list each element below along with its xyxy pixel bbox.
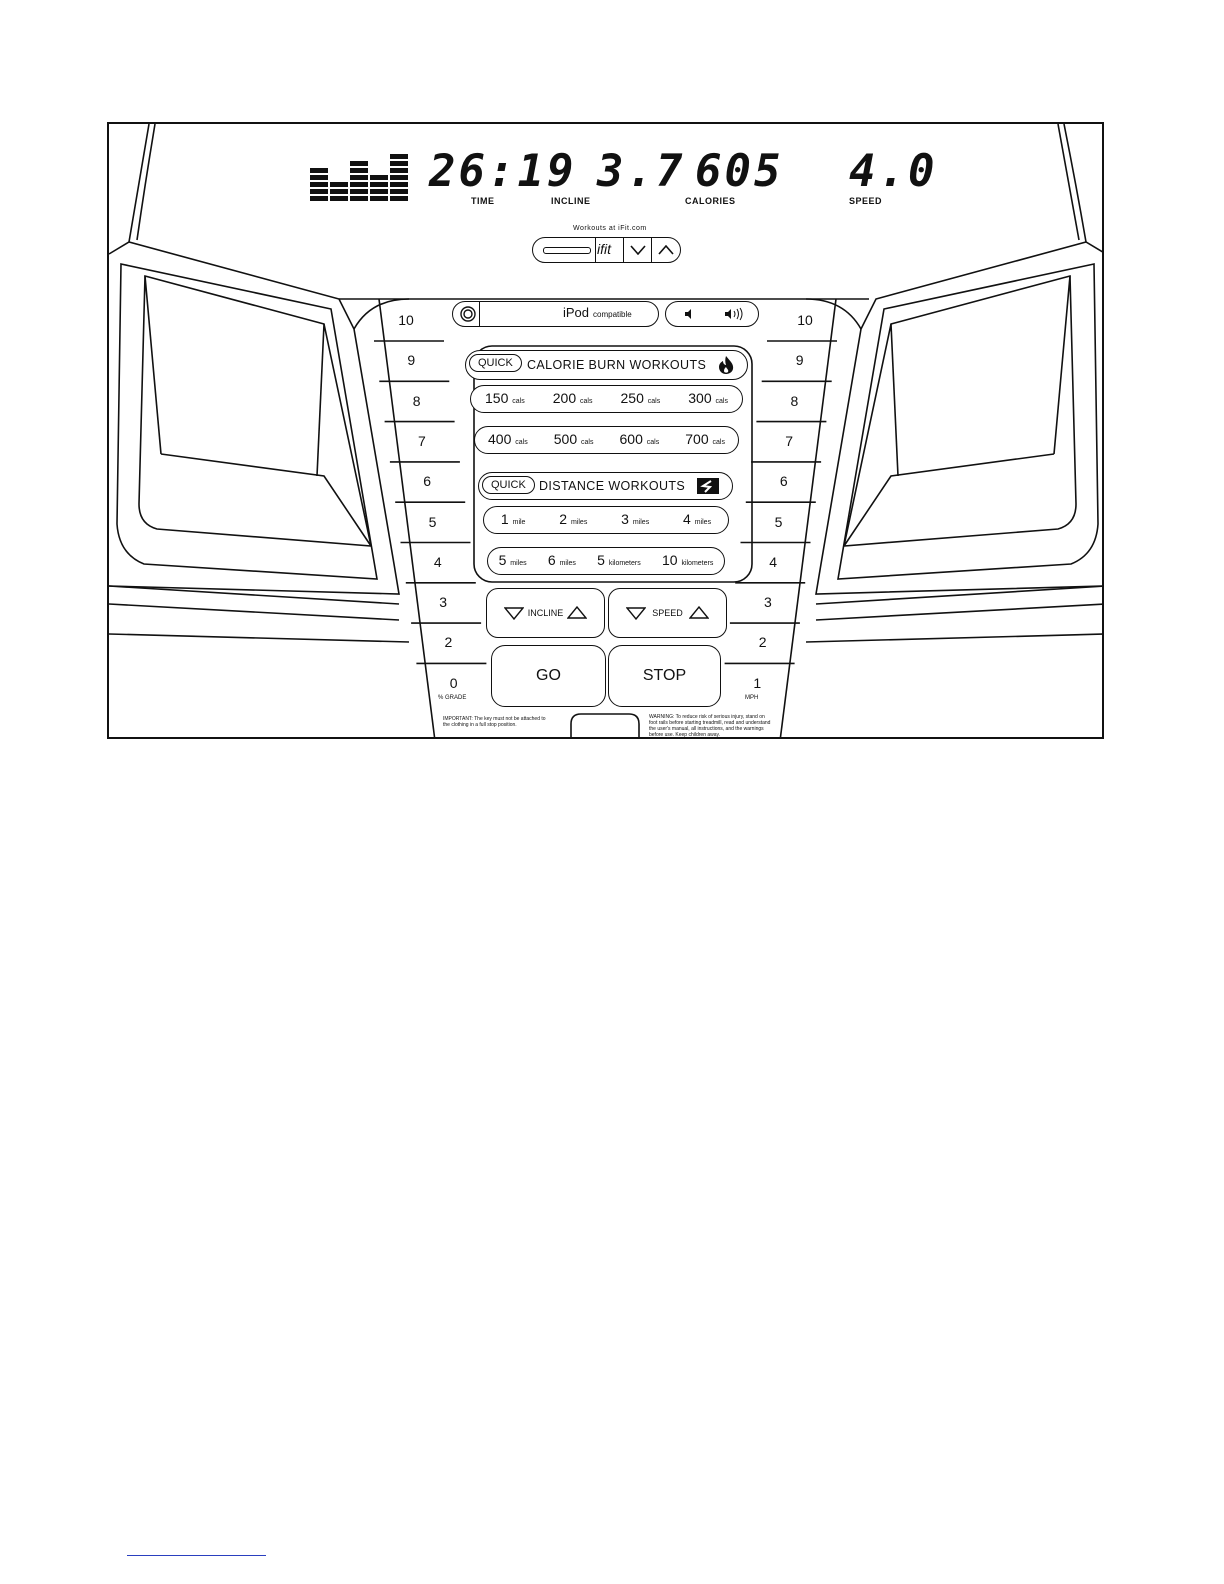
incline-unit: % GRADE	[438, 695, 467, 701]
ipod-sublabel: compatible	[593, 310, 632, 319]
profile-segment	[310, 175, 328, 180]
speed-button-label: SPEED	[652, 608, 683, 618]
profile-segment	[350, 182, 368, 187]
profile-segment	[370, 182, 388, 187]
chevron-down-icon	[630, 245, 646, 255]
calorie-250-cals-button[interactable]	[621, 390, 661, 408]
profile-segment	[310, 189, 328, 194]
profile-segment	[350, 189, 368, 194]
incline-key-0[interactable]: 0	[449, 674, 458, 691]
profile-segment	[390, 182, 408, 187]
go-button[interactable]	[491, 645, 606, 707]
incline-up-icon[interactable]	[567, 606, 587, 620]
speed-key-10[interactable]: 10	[797, 312, 813, 328]
incline-key-5[interactable]: 5	[428, 513, 437, 530]
workout-value: 10	[661, 552, 682, 568]
workout-unit: miles	[510, 560, 527, 567]
profile-segment	[310, 182, 328, 187]
ipod-dock	[452, 301, 659, 327]
incline-key-7[interactable]: 7	[417, 432, 426, 449]
volume-low-icon[interactable]	[684, 308, 696, 320]
distance-10-kilometers-button[interactable]	[662, 552, 713, 570]
warning-text: WARNING: To reduce risk of serious injury, stand on foot rails before starting treadmill, read and understand the user's manual, all instructions, and the warnings before use. Keep children away.	[649, 714, 771, 738]
footer-link-underline	[127, 1555, 266, 1556]
workout-unit: kilometers	[681, 560, 714, 567]
volume-control	[665, 301, 759, 327]
workout-value: 300	[688, 390, 716, 406]
incline-key-3[interactable]: 3	[439, 594, 447, 611]
calorie-600-cals-button[interactable]	[620, 431, 660, 449]
workout-value: 5	[597, 552, 609, 568]
speed-button[interactable]	[608, 588, 727, 638]
ifit-down-button[interactable]	[624, 238, 651, 262]
workout-unit: kilometers	[608, 560, 641, 567]
profile-segment	[390, 196, 408, 201]
profile-display	[310, 154, 408, 201]
key-notice: IMPORTANT: The key must not be attached to the clothing in a full stop position.	[443, 716, 546, 728]
speed-key-3[interactable]: 3	[763, 594, 772, 611]
profile-segment	[330, 189, 348, 194]
distance-5-kilometers-button[interactable]	[597, 552, 641, 570]
incline-label: INCLINE	[551, 196, 591, 206]
distance-workouts-title: DISTANCE WORKOUTS	[539, 479, 686, 493]
profile-segment	[350, 168, 368, 173]
workout-value: 6	[547, 552, 560, 568]
calorie-row-1	[470, 385, 743, 413]
speed-key-8[interactable]: 8	[790, 392, 799, 409]
calorie-row-2	[474, 426, 739, 454]
ifit-up-button[interactable]	[652, 238, 680, 262]
workout-unit: miles	[559, 560, 576, 567]
workout-value: 200	[552, 390, 581, 406]
workout-unit: mile	[512, 519, 526, 526]
distance-3-miles-button[interactable]	[621, 511, 649, 529]
distance-icon	[697, 478, 719, 494]
workout-value: 4	[683, 511, 695, 527]
workout-unit: cals	[715, 398, 728, 405]
profile-segment	[350, 161, 368, 166]
workout-unit: cals	[581, 439, 594, 446]
profile-segment	[370, 175, 388, 180]
calories-label: CALORIES	[685, 196, 736, 206]
speed-key-2[interactable]: 2	[758, 634, 767, 651]
go-label: GO	[536, 667, 561, 684]
speed-key-7[interactable]: 7	[785, 432, 793, 449]
audio-jack-icon	[459, 305, 477, 323]
ifit-caption: Workouts at iFit.com	[573, 225, 647, 232]
calorie-150-cals-button[interactable]	[485, 390, 525, 408]
workout-value: 600	[619, 431, 647, 447]
workout-unit: cals	[646, 439, 660, 446]
workout-value: 400	[488, 431, 516, 447]
profile-segment	[310, 168, 328, 173]
workout-value: 2	[559, 511, 571, 527]
incline-down-icon[interactable]	[504, 606, 524, 620]
incline-key-6[interactable]: 6	[423, 473, 432, 490]
stop-button[interactable]	[608, 645, 721, 707]
volume-high-icon[interactable]	[724, 307, 744, 321]
workout-unit: cals	[512, 398, 525, 405]
workout-value: 500	[553, 431, 582, 447]
distance-5-miles-button[interactable]	[499, 552, 527, 570]
speed-up-icon[interactable]	[689, 606, 709, 620]
profile-segment	[330, 196, 348, 201]
ifit-card-slot[interactable]	[543, 247, 591, 254]
distance-2-miles-button[interactable]	[559, 511, 587, 529]
workout-value: 250	[620, 390, 648, 406]
distance-1-mile-button[interactable]	[501, 511, 526, 529]
workout-unit: cals	[515, 439, 528, 446]
distance-4-miles-button[interactable]	[683, 511, 711, 529]
workout-value: 1	[500, 511, 513, 527]
speed-key-9[interactable]: 9	[795, 352, 804, 369]
calories-display: 605	[695, 146, 784, 197]
profile-segment	[390, 154, 408, 159]
speed-key-1[interactable]: 1	[753, 674, 762, 691]
speed-unit: MPH	[745, 695, 759, 701]
workout-unit: miles	[570, 519, 588, 526]
speed-key-4[interactable]: 4	[769, 553, 778, 570]
distance-6-miles-button[interactable]	[548, 552, 576, 570]
incline-key-10[interactable]: 10	[398, 312, 414, 328]
incline-display: 3.7	[597, 146, 686, 197]
calorie-500-cals-button[interactable]	[554, 431, 594, 449]
ifit-logo: ifit	[597, 241, 611, 257]
speed-down-icon[interactable]	[626, 606, 646, 620]
incline-button-label: INCLINE	[527, 608, 564, 618]
workout-value: 150	[485, 390, 513, 406]
profile-segment	[390, 161, 408, 166]
calorie-quick-badge: QUICK	[469, 354, 522, 372]
chevron-up-icon	[658, 245, 674, 255]
distance-row-2	[487, 547, 725, 575]
workout-unit: cals	[580, 398, 593, 405]
calorie-workouts-title: CALORIE BURN WORKOUTS	[527, 358, 707, 372]
incline-key-9[interactable]: 9	[407, 352, 416, 369]
calorie-300-cals-button[interactable]	[688, 390, 728, 408]
profile-segment	[350, 175, 368, 180]
ifit-panel	[532, 237, 681, 263]
incline-button[interactable]	[486, 588, 605, 638]
calorie-200-cals-button[interactable]	[553, 390, 593, 408]
incline-key-8[interactable]: 8	[412, 392, 421, 409]
speed-display: 4.0	[849, 146, 938, 197]
incline-key-2[interactable]: 2	[444, 634, 453, 651]
flame-icon	[716, 355, 736, 375]
profile-segment	[310, 196, 328, 201]
distance-quick-badge: QUICK	[482, 476, 535, 494]
calorie-700-cals-button[interactable]	[685, 431, 725, 449]
calorie-400-cals-button[interactable]	[488, 431, 528, 449]
speed-label: SPEED	[849, 196, 883, 206]
stop-label: STOP	[642, 667, 687, 684]
profile-segment	[390, 175, 408, 180]
workout-unit: cals	[712, 439, 725, 446]
speed-key-5[interactable]: 5	[774, 513, 783, 530]
ipod-label: iPod	[563, 305, 590, 320]
incline-key-4[interactable]: 4	[433, 553, 442, 570]
workout-value: 700	[685, 431, 713, 447]
profile-segment	[390, 168, 408, 173]
time-label: TIME	[471, 196, 495, 206]
time-display: 26:19	[429, 146, 577, 197]
workout-value: 5	[498, 552, 511, 568]
distance-row-1	[483, 506, 729, 534]
speed-key-6[interactable]: 6	[779, 473, 788, 490]
calorie-workouts-header	[465, 350, 748, 380]
profile-segment	[390, 189, 408, 194]
profile-segment	[330, 182, 348, 187]
distance-workouts-header	[478, 472, 733, 500]
workout-unit: miles	[632, 519, 650, 526]
profile-segment	[350, 196, 368, 201]
workout-unit: cals	[647, 398, 661, 405]
workout-value: 3	[621, 511, 633, 527]
profile-segment	[370, 196, 388, 201]
profile-segment	[370, 189, 388, 194]
treadmill-console	[107, 122, 1104, 739]
workout-unit: miles	[694, 519, 712, 526]
